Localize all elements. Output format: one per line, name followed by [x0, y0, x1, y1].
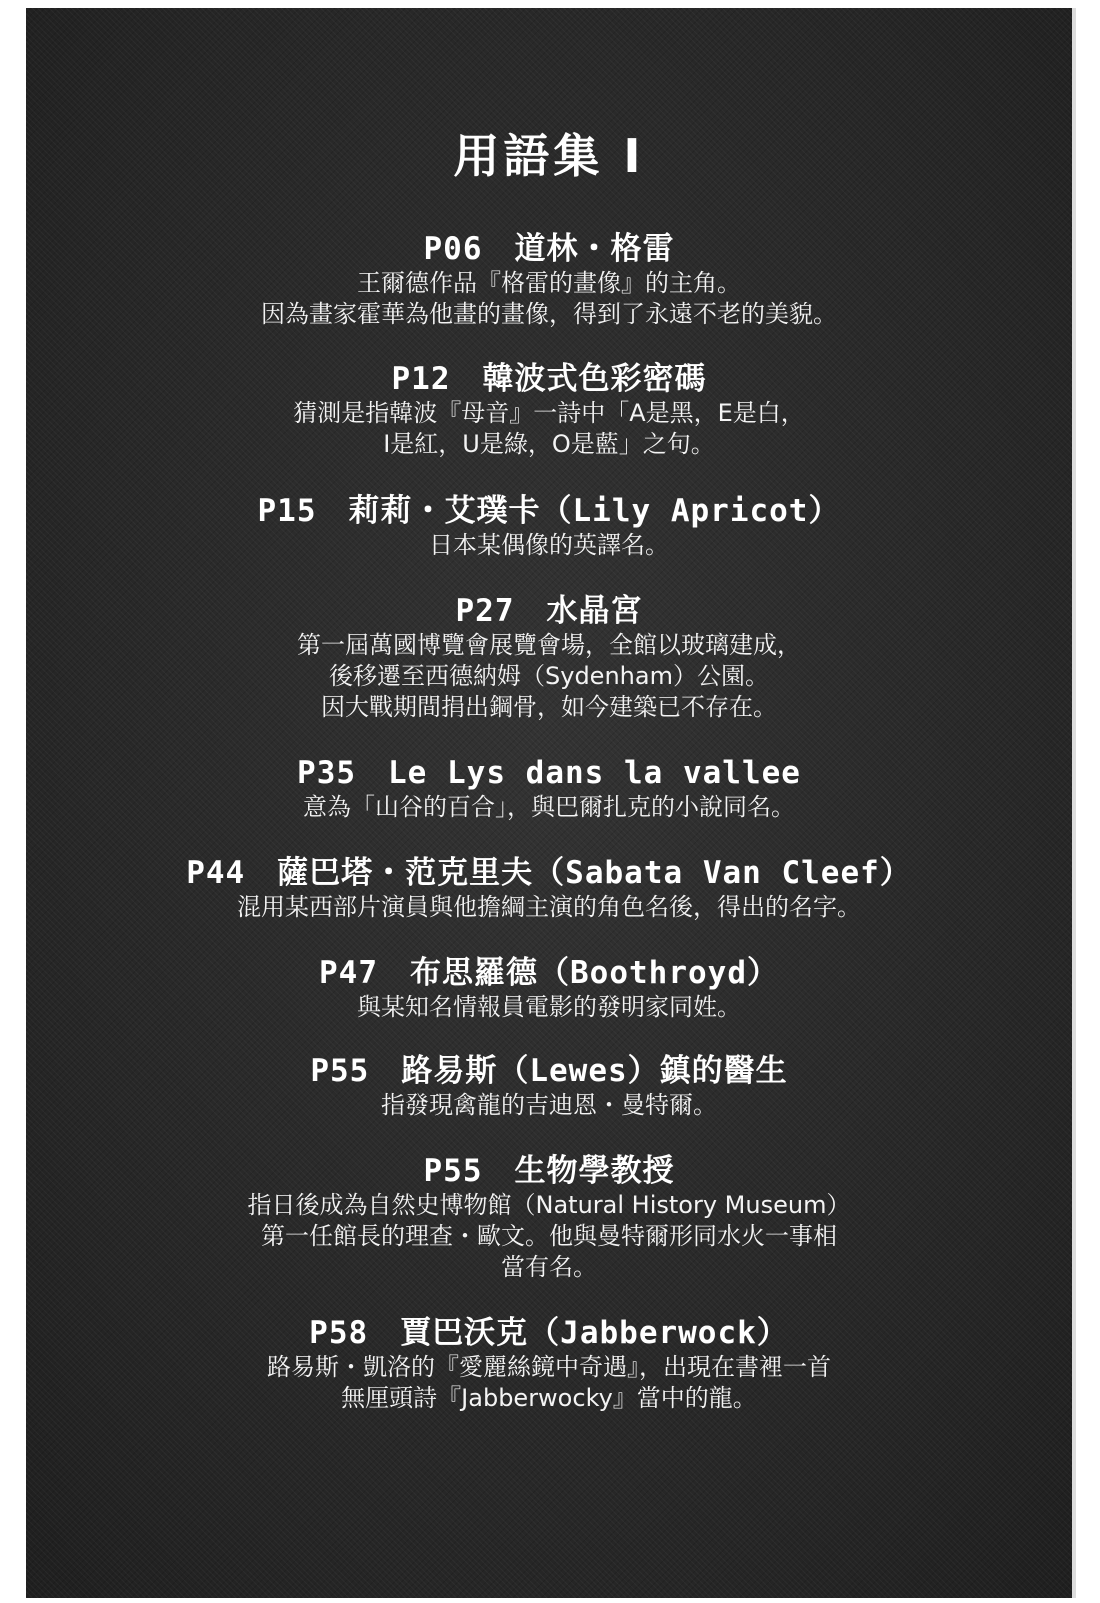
- entry-heading: P12 韓波式色彩密碼: [391, 361, 707, 397]
- entry-description-line: 因為畫家霍華為他畫的畫像，得到了永遠不老的美貌。: [261, 300, 837, 328]
- entry-description-line: 指發現禽龍的吉迪恩・曼特爾。: [381, 1091, 717, 1119]
- glossary-entry: [26, 1152, 1072, 1283]
- entry-description-line: 因大戰期間捐出鋼骨，如今建築已不存在。: [321, 693, 777, 721]
- page-title: 用語集 I: [453, 129, 645, 183]
- entry-description-line: 王爾德作品『格雷的畫像』的主角。: [357, 269, 741, 297]
- entry-description-line: 日本某偶像的英譯名。: [429, 531, 669, 559]
- glossary-entry: [26, 360, 1072, 460]
- glossary-entry: [26, 230, 1072, 330]
- entry-heading: P35 Le Lys dans la vallee: [297, 755, 801, 791]
- entry-heading: P58 賈巴沃克（Jabberwock）: [309, 1315, 789, 1351]
- entry-description-line: 無厘頭詩『Jabberwocky』當中的龍。: [341, 1384, 757, 1412]
- entry-description-line: 第一任館長的理查・歐文。他與曼特爾形同水火一事相: [261, 1222, 837, 1250]
- page-edge: [1072, 8, 1076, 1598]
- entry-description-line: 意為「山谷的百合」，與巴爾扎克的小說同名。: [303, 793, 795, 821]
- entry-description-line: 路易斯・凱洛的『愛麗絲鏡中奇遇』，出現在書裡一首: [267, 1353, 831, 1381]
- glossary-entry: [26, 854, 1072, 923]
- entry-heading: P06 道林・格雷: [423, 231, 675, 267]
- glossary-entry: [26, 592, 1072, 723]
- glossary-entry: [26, 754, 1072, 823]
- entry-heading: P55 生物學教授: [423, 1153, 675, 1189]
- glossary-entry: [26, 954, 1072, 1023]
- entry-heading: P44 薩巴塔・范克里夫（Sabata Van Cleef）: [186, 855, 912, 891]
- entry-description-line: 第一屆萬國博覽會展覽會場，全館以玻璃建成，: [297, 631, 801, 659]
- entry-description-line: I是紅，U是綠，O是藍」之句。: [383, 430, 715, 458]
- entry-description-line: 後移遷至西德納姆（Sydenham）公園。: [329, 662, 769, 690]
- glossary-entry: [26, 1314, 1072, 1414]
- entry-heading: P47 布思羅德（Boothroyd）: [319, 955, 779, 991]
- entry-description-line: 猜測是指韓波『母音』一詩中「A是黑，E是白，: [293, 399, 805, 427]
- entry-heading: P15 莉莉・艾璞卡（Lily Apricot）: [257, 493, 841, 529]
- entry-description-line: 指日後成為自然史博物館（Natural History Museum）: [247, 1191, 851, 1219]
- page: [26, 8, 1072, 1598]
- entry-heading: P27 水晶宮: [455, 593, 643, 629]
- glossary-entry: [26, 1052, 1072, 1121]
- glossary-entry: [26, 492, 1072, 561]
- entry-description-line: 與某知名情報員電影的發明家同姓。: [357, 993, 741, 1021]
- entry-description-line: 當有名。: [501, 1253, 597, 1281]
- entry-heading: P55 路易斯（Lewes）鎮的醫生: [310, 1053, 788, 1089]
- entry-description-line: 混用某西部片演員與他擔綱主演的角色名後，得出的名字。: [237, 893, 861, 921]
